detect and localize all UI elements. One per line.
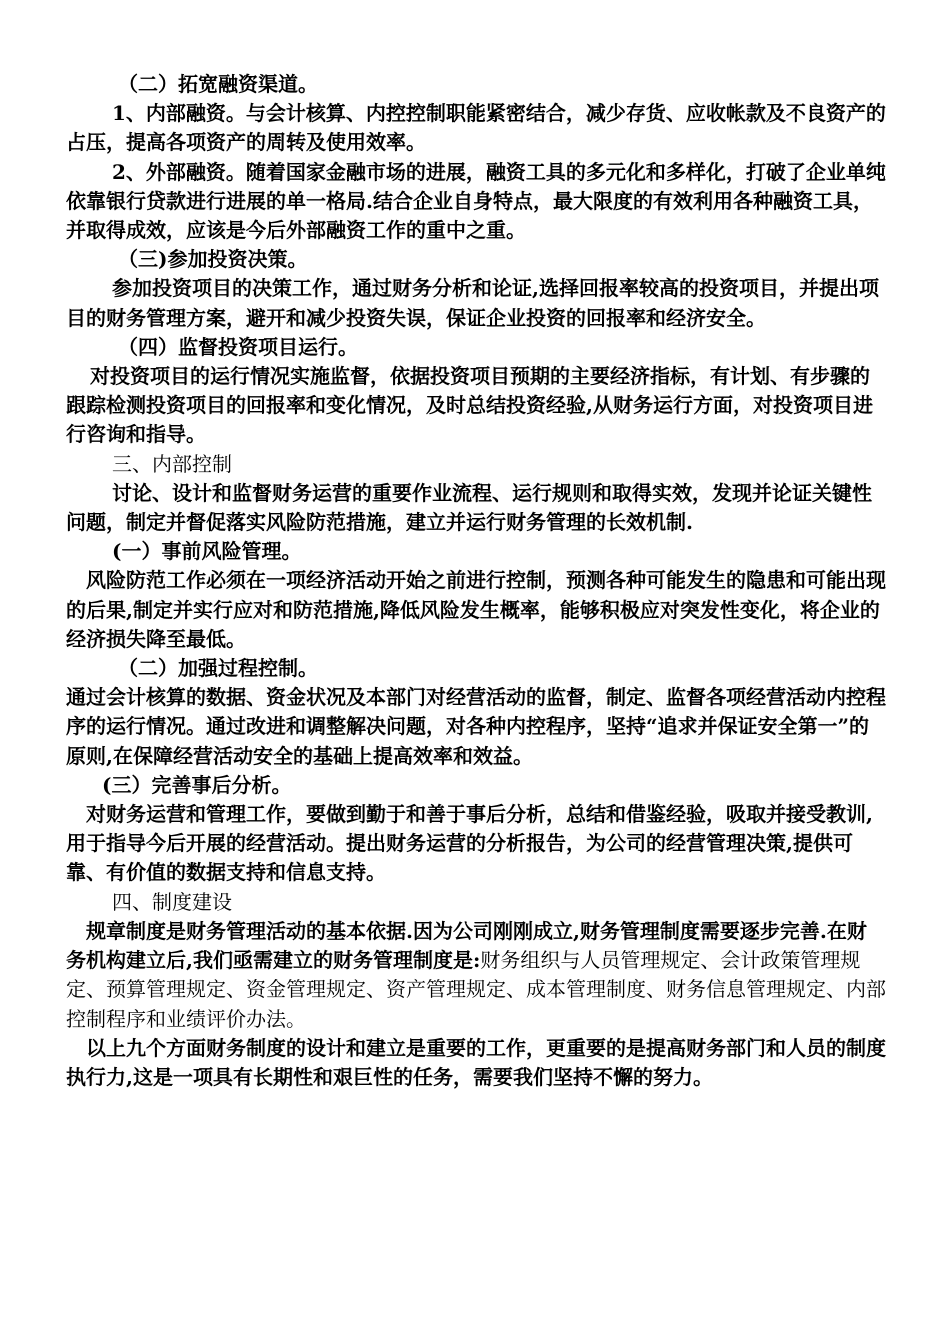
paragraph-external-financing: 2、外部融资。随着国家金融市场的进展，融资工具的多元化和多样化，打破了企业单纯依靠银行贷款进行进展的单一格局.结合企业自身特点，最大限度的有效利用各种融资工具，并取得成效，应该是今后外部融资工作的重中之重。 (66, 159, 886, 243)
paragraph-conclusion: 以上九个方面财务制度的设计和建立是重要的工作，更重要的是提高财务部门和人员的制度执行力,这是一项具有长期性和艰巨性的任务，需要我们坚持不懈的努力。 (66, 1035, 886, 1089)
heading-expand-financing: （二）拓宽融资渠道。 (118, 72, 318, 96)
paragraph-monitor-investment: 对投资项目的运行情况实施监督，依据投资项目预期的主要经济指标，有计划、有步骤的跟踪检测投资项目的回报率和变化情况，及时总结投资经验,从财务运行方面，对投资项目进行咨询和指导。 (66, 364, 873, 447)
heading-prior-risk: (一）事前风险管理。 (112, 539, 302, 564)
paragraph-prior-risk: 风险防范工作必须在一项经济活动开始之前进行控制，预测各种可能发生的隐患和可能出现的后果,制定并实行应对和防范措施,降低风险发生概率，能够积极应对突发性变化，将企业的经济损失降至最低。 (66, 568, 886, 651)
paragraph-post-analysis: 对财务运营和管理工作，要做到勤于和善于事后分析，总结和借鉴经验，吸取并接受教训,用于指导今后开展的经营活动。提出财务运营的分析报告，为公司的经营管理决策,提供可靠、有价值的数据支持和信息支持。 (66, 802, 873, 885)
document-page (66, 70, 886, 1092)
heading-investment-decision: （三)参加投资决策。 (118, 247, 308, 272)
paragraph-system-building (66, 917, 886, 1034)
system-building-intro: 规章制度是财务管理活动的基本依据.因为公司刚刚成立,财务管理制度需要逐步完善.在财务机构建立后,我们亟需建立的财务管理制度是: (66, 918, 867, 973)
heading-monitor-investment: （四）监督投资项目运行。 (118, 334, 358, 359)
paragraph-internal-control: 讨论、设计和监督财务运营的重要作业流程、运行规则和取得实效，发现并论证关键性问题，制定并督促落实风险防范措施，建立并运行财务管理的长效机制. (66, 480, 872, 535)
heading-system-building: 四、制度建设 (112, 889, 232, 914)
heading-internal-control: 三、内部控制 (112, 451, 232, 476)
paragraph-process-control: 通过会计核算的数据、资金状况及本部门对经营活动的监督，制定、监督各项经营活动内控程序的运行情况。通过改进和调整解决问题，对各种内控程序，坚持“追求并保证安全第一”的原则,在保障经营活动安全的基础上提高效率和效益。 (66, 685, 886, 768)
system-building-list: 财务组织与人员管理规定、会计政策管理规定、预算管理规定、资金管理规定、资产管理规定、成本管理制度、财务信息管理规定、内部控制程序和业绩评价办法。 (66, 948, 886, 1031)
paragraph-internal-financing: 1、内部融资。与会计核算、内控控制职能紧密结合，减少存货、应收帐款及不良资产的占压，提高各项资产的周转及使用效率。 (66, 101, 886, 155)
paragraph-investment-decision: 参加投资项目的决策工作，通过财务分析和论证,选择回报率较高的投资项目，并提出项目的财务管理方案，避开和减少投资失误，保证企业投资的回报率和经济安全。 (66, 276, 879, 330)
heading-post-analysis: (三）完善事后分析。 (102, 772, 292, 797)
heading-process-control: （二）加强过程控制。 (118, 656, 318, 681)
